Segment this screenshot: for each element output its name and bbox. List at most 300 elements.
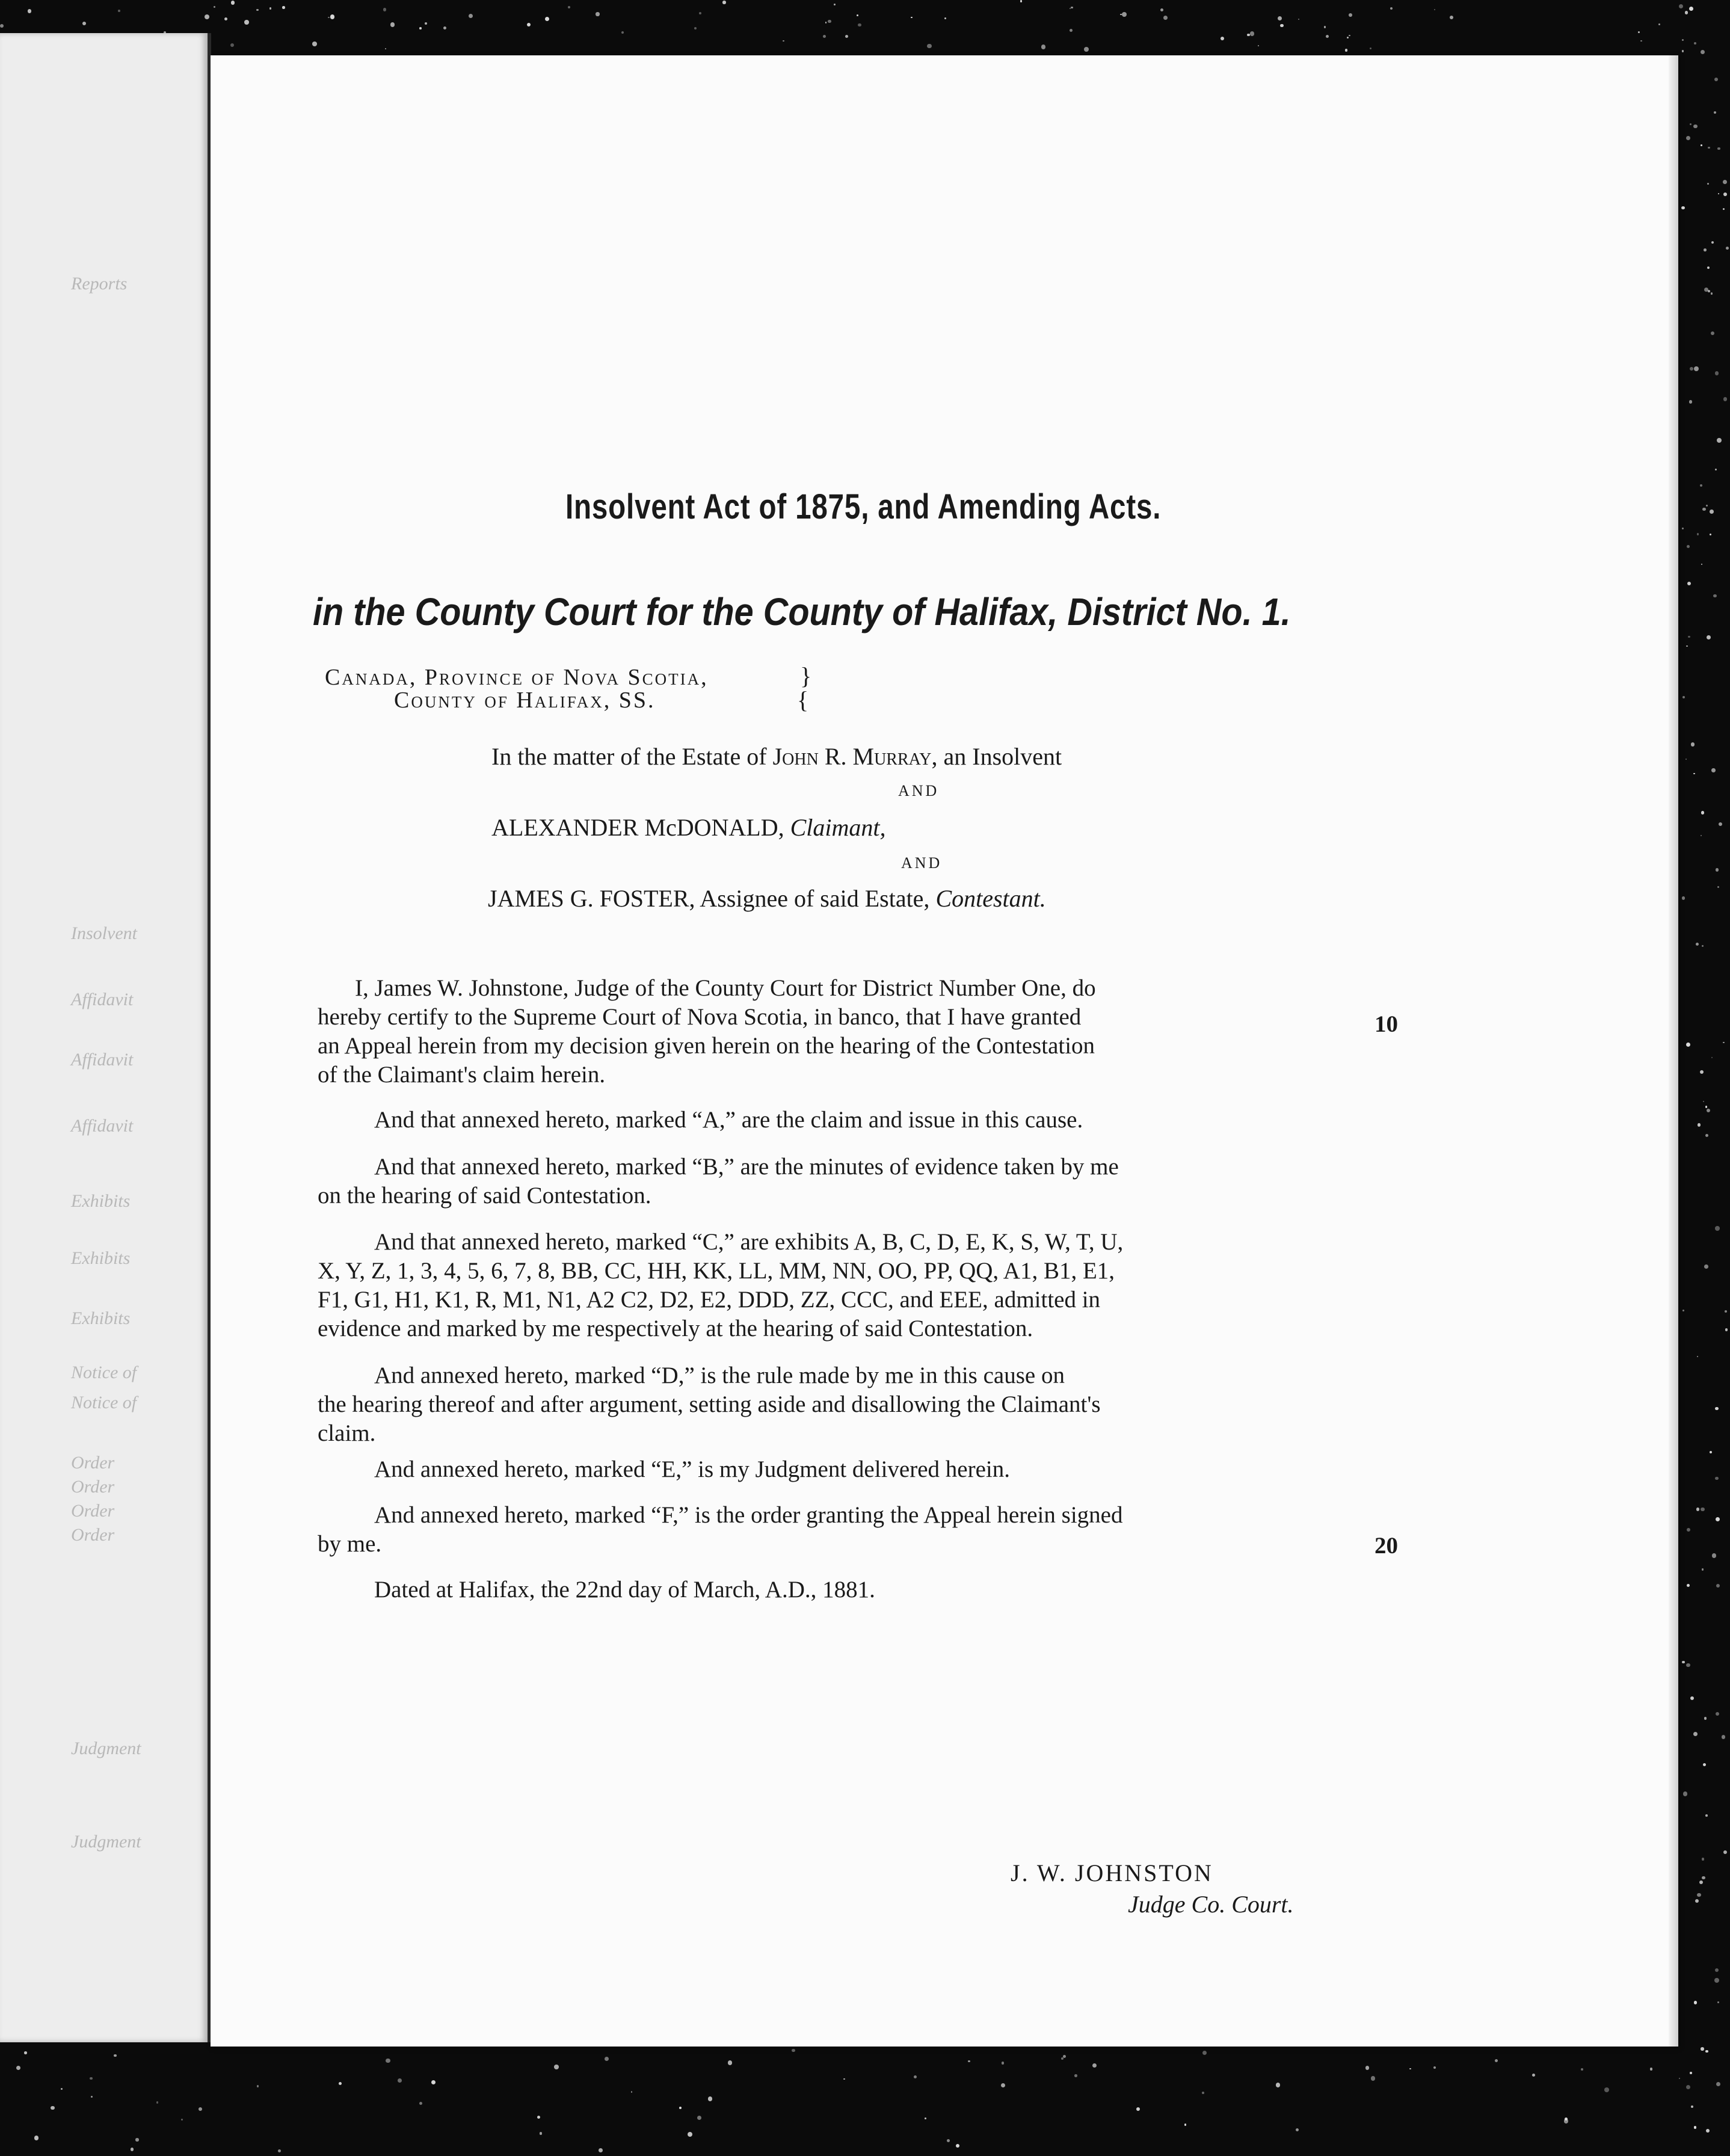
film-speck — [621, 31, 624, 34]
film-speck — [596, 12, 599, 16]
body-line: evidence and marked by me respectively at the hearing of said Contestation. — [318, 1316, 1033, 1341]
film-speck — [828, 20, 831, 23]
film-speck — [1682, 1310, 1684, 1311]
body-line: on the hearing of said Contestation. — [318, 1183, 651, 1209]
film-speck — [1700, 484, 1702, 487]
film-speck — [1705, 1106, 1707, 1107]
bleed-through-text: Exhibits — [71, 1248, 131, 1268]
film-speck — [1717, 886, 1719, 888]
film-speck — [16, 2066, 20, 2070]
film-speck — [1682, 696, 1685, 698]
film-speck — [1714, 78, 1718, 81]
left-page — [0, 33, 208, 2042]
film-speck — [1705, 1134, 1709, 1138]
film-speck — [1640, 40, 1642, 42]
body-line: the hearing thereof and after argument, setting aside and disallowing the Claimant's — [318, 1391, 1101, 1417]
film-speck — [914, 2075, 917, 2078]
film-speck — [1390, 7, 1393, 10]
film-speck — [1703, 1763, 1706, 1766]
body-line: of the Claimant's claim herein. — [318, 1062, 606, 1088]
film-speck — [1020, 0, 1022, 2]
film-speck — [1071, 7, 1073, 9]
film-speck — [257, 2085, 259, 2087]
film-speck — [82, 22, 86, 25]
margin-line-number: 10 — [1374, 1011, 1398, 1037]
film-speck — [1434, 9, 1435, 10]
film-speck — [1682, 1661, 1684, 1663]
film-speck — [1682, 896, 1685, 899]
body-line: And that annexed hereto, marked “B,” are the minutes of evidence taken by me — [374, 1154, 1119, 1180]
film-speck — [1276, 2083, 1281, 2087]
film-speck — [1347, 37, 1349, 38]
film-speck — [231, 1, 235, 4]
film-speck — [256, 9, 259, 11]
film-speck — [568, 6, 570, 8]
contestant-name: JAMES G. FOSTER, Assignee of said Estate, — [488, 885, 936, 912]
claimant-role: Claimant, — [790, 814, 886, 841]
film-speck — [1706, 505, 1708, 507]
film-speck — [1694, 2001, 1698, 2004]
and-separator: AND — [901, 854, 943, 872]
film-speck — [1716, 1584, 1720, 1588]
bleed-through-text: Order — [71, 1501, 115, 1521]
film-speck — [1365, 2066, 1370, 2070]
venue-line: Canada, Province of Nova Scotia, — [325, 665, 709, 690]
film-speck — [390, 22, 395, 26]
film-speck — [1581, 2068, 1583, 2071]
claimant-line — [491, 813, 886, 842]
film-speck — [431, 2080, 436, 2085]
document-page — [211, 55, 1678, 2047]
film-speck — [1711, 331, 1714, 335]
film-speck — [631, 2091, 633, 2093]
film-speck — [1409, 2068, 1411, 2069]
film-speck — [537, 2116, 540, 2119]
film-speck — [1716, 868, 1719, 871]
film-speck — [605, 2057, 609, 2062]
film-speck — [1345, 49, 1347, 51]
signature: J. W. JOHNSTON — [1011, 1859, 1213, 1886]
film-speck — [1687, 582, 1692, 586]
film-speck — [1122, 12, 1127, 17]
film-speck — [1682, 50, 1684, 52]
film-speck — [1693, 773, 1695, 774]
film-speck — [1701, 564, 1702, 565]
body-line: And that annexed hereto, marked “A,” are the claim and issue in this cause. — [374, 1107, 1083, 1133]
film-speck — [1697, 1356, 1699, 1358]
film-speck — [1686, 136, 1690, 140]
film-speck — [199, 2107, 202, 2111]
film-speck — [1532, 2074, 1535, 2077]
film-speck — [1701, 835, 1702, 836]
film-speck — [1715, 469, 1717, 470]
film-speck — [1689, 7, 1693, 11]
film-speck — [244, 20, 249, 25]
film-speck — [527, 23, 531, 26]
film-speck — [1687, 545, 1690, 548]
body-line: And that annexed hereto, marked “C,” are exhibits A, B, C, D, E, K, S, W, T, U, — [374, 1229, 1124, 1255]
film-speck — [599, 2148, 603, 2152]
film-speck — [1070, 8, 1071, 9]
film-speck — [1704, 248, 1707, 251]
film-speck — [708, 2096, 713, 2101]
film-speck — [1693, 1732, 1698, 1736]
bleed-through-text: Affidavit — [71, 990, 134, 1009]
film-speck — [1041, 45, 1046, 49]
film-speck — [1001, 2083, 1005, 2087]
film-speck — [91, 2096, 93, 2098]
film-speck — [0, 24, 4, 28]
film-speck — [1074, 2074, 1077, 2077]
film-speck — [51, 2106, 54, 2110]
film-speck — [1711, 1057, 1713, 1059]
film-speck — [1682, 528, 1684, 529]
body-line: And annexed hereto, marked “E,” is my Judgment delivered herein. — [374, 1456, 1010, 1482]
film-speck — [398, 2078, 402, 2083]
film-speck — [1708, 290, 1710, 292]
film-speck — [1136, 2107, 1141, 2111]
film-speck — [956, 2144, 959, 2148]
film-speck — [90, 2077, 93, 2080]
film-speck — [1712, 1553, 1716, 1557]
matter-prefix: In the matter of the Estate of — [491, 743, 773, 770]
film-speck — [947, 2139, 950, 2142]
matter-line — [491, 742, 1062, 771]
film-speck — [1687, 1528, 1690, 1532]
film-speck — [825, 22, 827, 23]
film-speck — [1696, 943, 1699, 946]
film-speck — [28, 9, 32, 13]
film-speck — [783, 40, 784, 42]
film-speck — [230, 43, 234, 47]
film-speck — [1702, 1876, 1705, 1880]
film-speck — [1324, 26, 1326, 28]
film-speck — [1689, 400, 1692, 403]
body-line: hereby certify to the Supreme Court of Nova Scotia, in banco, that I have granted — [318, 1004, 1082, 1030]
film-speck — [1685, 11, 1688, 14]
film-speck — [1690, 1696, 1694, 1700]
film-speck — [699, 12, 701, 14]
body-line: an Appeal herein from my decision given herein on the hearing of the Contestation — [318, 1033, 1095, 1059]
film-speck — [1687, 1584, 1690, 1587]
film-speck — [911, 17, 912, 18]
film-speck — [1702, 1858, 1705, 1861]
film-speck — [1715, 1477, 1719, 1480]
body-line: Dated at Halifax, the 22nd day of March, A.D., 1881. — [374, 1577, 875, 1603]
bleed-through-text: Order — [71, 1525, 115, 1545]
film-speck — [1711, 768, 1715, 772]
film-speck — [118, 10, 120, 12]
film-speck — [1726, 247, 1729, 250]
film-speck — [1084, 47, 1089, 52]
film-speck — [1371, 2076, 1375, 2080]
film-speck — [1715, 1968, 1719, 1972]
film-speck — [834, 4, 836, 5]
film-speck — [1725, 1328, 1728, 1331]
film-speck — [1694, 42, 1696, 45]
film-speck — [1698, 1123, 1701, 1126]
film-speck — [1723, 192, 1727, 196]
film-speck — [386, 2059, 390, 2063]
film-speck — [1706, 2129, 1710, 2133]
film-speck — [156, 2101, 158, 2103]
film-speck — [688, 2132, 692, 2137]
film-speck — [61, 2088, 63, 2090]
bleed-through-text: Order — [71, 1477, 115, 1497]
film-speck — [1717, 2001, 1719, 2003]
bleed-through-text: Notice of — [71, 1363, 137, 1382]
film-speck — [1715, 1226, 1719, 1230]
film-speck — [1693, 125, 1698, 129]
film-speck — [114, 2054, 116, 2057]
film-speck — [1686, 2085, 1690, 2089]
bleed-through-text: Notice of — [71, 1393, 137, 1412]
film-speck — [1696, 1508, 1699, 1511]
film-speck — [214, 6, 215, 8]
film-speck — [443, 26, 446, 29]
film-speck — [858, 23, 861, 26]
film-speck — [1723, 180, 1727, 184]
film-speck — [679, 2107, 682, 2109]
film-speck — [1713, 594, 1717, 598]
and-separator: AND — [898, 782, 940, 799]
film-speck — [1650, 2068, 1653, 2071]
page-edge — [1669, 55, 1678, 2047]
film-speck — [34, 2136, 38, 2140]
signature-title: Judge Co. Court. — [1128, 1891, 1294, 1918]
film-speck — [1708, 147, 1710, 149]
film-speck — [540, 2132, 543, 2135]
film-speck — [1679, 4, 1683, 8]
venue-line: County of Halifax, SS. — [394, 688, 656, 713]
film-speck — [1002, 2062, 1004, 2064]
film-speck — [1681, 206, 1685, 210]
film-speck — [1703, 1101, 1704, 1102]
film-speck — [1700, 1070, 1704, 1074]
film-speck — [1691, 2105, 1693, 2108]
film-speck — [927, 44, 931, 48]
film-speck — [823, 35, 826, 38]
film-speck — [1450, 16, 1453, 19]
film-speck — [1296, 2128, 1299, 2131]
film-speck — [205, 14, 209, 19]
film-speck — [339, 2082, 342, 2085]
film-speck — [1695, 1899, 1699, 1903]
film-speck — [1718, 193, 1719, 194]
film-speck — [1707, 1109, 1711, 1113]
film-speck — [1679, 2078, 1681, 2080]
film-speck — [1690, 123, 1692, 125]
film-speck — [1433, 2066, 1436, 2069]
film-speck — [224, 17, 227, 20]
film-speck — [131, 2148, 134, 2151]
film-speck — [181, 2119, 183, 2121]
film-speck — [278, 2149, 281, 2152]
film-speck — [1702, 1568, 1704, 1571]
film-speck — [1725, 1310, 1727, 1313]
film-speck — [1690, 2072, 1692, 2074]
body-line: And annexed hereto, marked “F,” is the order granting the Appeal herein signed — [374, 1502, 1123, 1528]
venue-brace: } — [800, 662, 812, 689]
film-speck — [1688, 636, 1690, 638]
film-speck — [135, 2138, 139, 2142]
bleed-through-text: Insolvent — [71, 923, 137, 943]
film-speck — [1715, 1407, 1718, 1410]
film-speck — [1704, 1264, 1708, 1269]
film-speck — [1690, 367, 1694, 371]
act-title: Insolvent Act of 1875, and Amending Acts. — [565, 487, 1162, 526]
film-speck — [1495, 2059, 1498, 2062]
film-speck — [1717, 438, 1722, 443]
body-line: I, James W. Johnstone, Judge of the County Court for District Number One, do — [355, 975, 1096, 1001]
body-line: by me. — [318, 1531, 382, 1557]
bleed-through-text: Reports — [71, 274, 128, 294]
film-speck — [1697, 533, 1699, 535]
film-speck — [843, 2078, 845, 2080]
film-speck — [1120, 14, 1122, 16]
bleed-through-text: Affidavit — [71, 1116, 134, 1136]
film-speck — [1250, 31, 1255, 36]
film-speck — [792, 2049, 795, 2053]
film-speck — [1638, 31, 1640, 33]
film-speck — [1184, 2124, 1187, 2126]
film-speck — [1723, 397, 1728, 401]
contestant-line — [488, 884, 1046, 913]
film-speck — [1717, 147, 1720, 150]
bleed-through-text: Exhibits — [71, 1308, 131, 1328]
film-speck — [1278, 16, 1282, 20]
film-speck — [1349, 13, 1352, 17]
film-speck — [419, 2102, 422, 2105]
film-speck — [1719, 822, 1723, 827]
bleed-through-text: Judgment — [71, 1832, 141, 1852]
film-speck — [1701, 144, 1702, 146]
film-speck — [1707, 266, 1710, 269]
film-speck — [1070, 29, 1073, 32]
film-speck — [24, 2051, 27, 2054]
film-speck — [1092, 2063, 1097, 2068]
film-speck — [1349, 35, 1350, 36]
film-speck — [1163, 16, 1168, 20]
court-title: in the County Court for the County of Halifax, District No. 1. — [313, 590, 1291, 633]
film-speck — [1710, 1451, 1712, 1453]
film-speck — [469, 14, 473, 18]
bleed-through-text: Order — [71, 1453, 115, 1473]
film-speck — [845, 35, 848, 38]
film-speck — [1258, 45, 1259, 46]
film-speck — [425, 22, 427, 25]
film-speck — [269, 7, 272, 10]
film-speck — [1723, 1850, 1727, 1854]
film-speck — [1682, 39, 1684, 41]
film-speck — [1202, 2051, 1207, 2055]
film-speck — [1691, 742, 1695, 746]
film-speck — [1710, 534, 1711, 535]
film-speck — [1202, 2092, 1204, 2094]
film-speck — [1160, 8, 1163, 11]
film-speck — [1658, 23, 1660, 25]
film-speck — [1711, 241, 1714, 244]
film-speck — [1716, 2082, 1720, 2086]
film-speck — [1723, 208, 1725, 210]
film-speck — [968, 2060, 970, 2062]
film-speck — [1722, 1735, 1726, 1739]
film-speck — [383, 8, 386, 11]
film-speck — [1714, 1978, 1719, 1983]
film-speck — [1711, 292, 1713, 294]
film-speck — [1061, 2057, 1064, 2060]
film-speck — [1707, 183, 1709, 185]
film-speck — [1702, 508, 1706, 511]
film-speck — [419, 27, 422, 29]
body-line: F1, G1, H1, K1, R, M1, N1, A2 C2, D2, E2, DDD, ZZ, CCC, and EEE, admitted in — [318, 1287, 1101, 1313]
film-speck — [1694, 366, 1699, 371]
film-speck — [694, 27, 697, 29]
film-speck — [1221, 37, 1224, 40]
body-line: And annexed hereto, marked “D,” is the rule made by me in this cause on — [374, 1363, 1065, 1388]
film-speck — [328, 17, 329, 18]
film-speck — [1705, 2050, 1708, 2053]
film-speck — [1686, 645, 1687, 647]
film-speck — [1705, 1814, 1708, 1817]
film-speck — [554, 2065, 559, 2069]
film-speck — [1683, 1791, 1688, 1796]
film-speck — [1686, 1663, 1690, 1668]
film-speck — [385, 48, 386, 49]
film-speck — [1714, 111, 1716, 114]
film-speck — [1716, 1712, 1719, 1716]
film-speck — [1716, 1517, 1720, 1521]
film-speck — [1701, 2047, 1704, 2050]
film-speck — [728, 2060, 732, 2065]
film-speck — [1298, 19, 1299, 20]
claimant-name: ALEXANDER McDONALD, — [491, 814, 790, 841]
film-speck — [1686, 1043, 1690, 1047]
film-speck — [1710, 510, 1714, 514]
film-speck — [312, 42, 317, 46]
bleed-through-text: Exhibits — [71, 1191, 131, 1211]
film-speck — [722, 1, 725, 4]
film-speck — [1685, 759, 1687, 760]
film-speck — [925, 2118, 926, 2119]
film-speck — [1723, 1042, 1725, 1044]
film-speck — [1701, 50, 1705, 54]
margin-line-number: 20 — [1374, 1533, 1398, 1559]
film-speck — [1699, 1880, 1703, 1884]
film-speck — [282, 6, 285, 9]
film-speck — [1715, 371, 1719, 375]
film-speck — [1694, 2126, 1697, 2129]
film-speck — [697, 2116, 701, 2120]
film-speck — [944, 17, 946, 19]
film-speck — [1280, 24, 1283, 27]
bleed-through-text: Affidavit — [71, 1050, 134, 1070]
venue-brace: { — [797, 686, 809, 713]
film-speck — [1707, 635, 1711, 639]
film-speck — [1704, 1717, 1707, 1720]
film-speck — [1701, 1508, 1705, 1512]
film-speck — [1702, 945, 1704, 947]
contestant-role: Contestant. — [935, 885, 1046, 912]
film-speck — [1326, 35, 1329, 38]
bleed-through-text: Judgment — [71, 1739, 141, 1758]
film-speck — [545, 17, 549, 21]
film-speck — [330, 14, 335, 19]
body-line: X, Y, Z, 1, 3, 4, 5, 6, 7, 8, BB, CC, HH, KK, LL, MM, NN, OO, PP, QQ, A1, B1, E1, — [318, 1258, 1115, 1284]
film-speck — [1247, 34, 1249, 36]
film-speck — [1701, 811, 1704, 814]
film-speck — [1697, 1893, 1701, 1897]
